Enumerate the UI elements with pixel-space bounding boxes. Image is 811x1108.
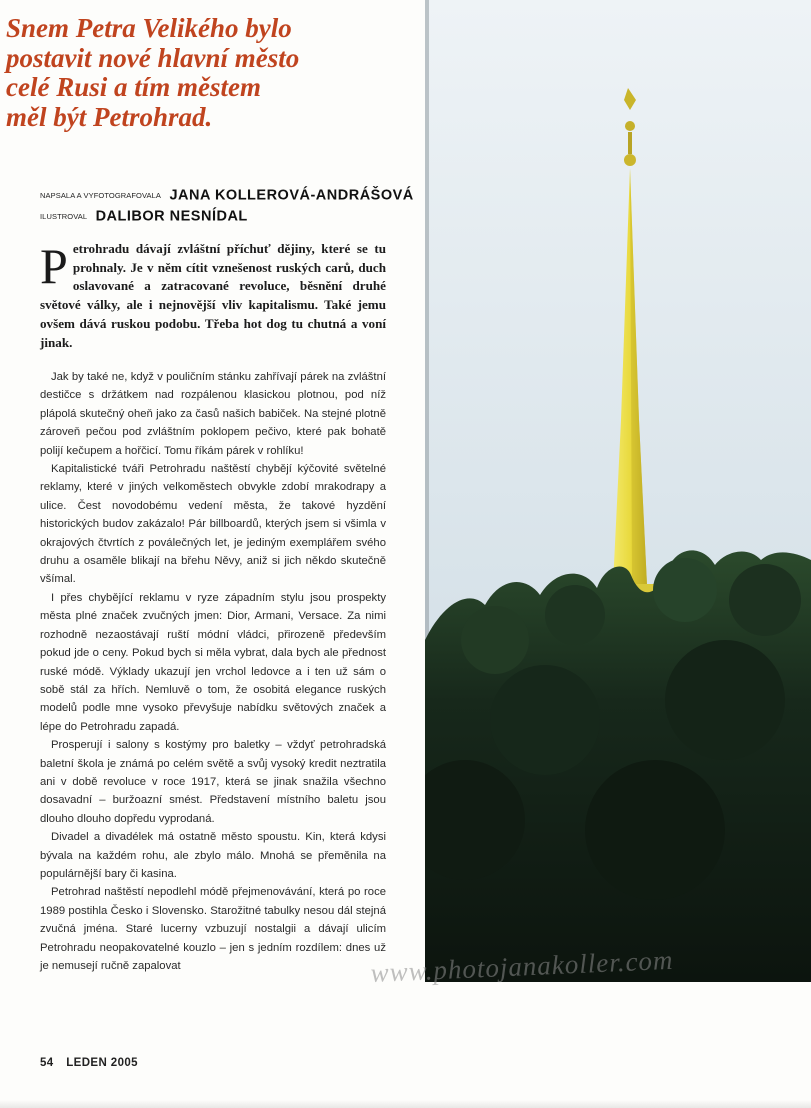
body-paragraph: Kapitalistické tváři Petrohradu naštěstí chybějí kýčovité světelné reklamy, které v jiných velkoměstech obvykle zdobí mrakodrapy a ulice. Čest novodobému vedení města, že takové hyzdění historických budov zakázalo! Pár billboardů, kterých jsem si všimla v okrajových čtvrtích z poválečných let, je jediným exemplářem svého druhu a osaměle blikají na břehu Něvy, aniž si jich někdo skutečně všímal. — [40, 463, 386, 586]
spire-photo — [425, 0, 811, 982]
article-body — [40, 368, 386, 975]
illustrator-credit — [40, 206, 400, 227]
lead-paragraph — [40, 240, 386, 352]
headline-line: postavit nové hlavní město — [6, 42, 300, 73]
lead-text: etrohradu dávají zvláštní příchuť dějiny, které se tu prohnaly. Je v něm cítit vznešenost ruských carů, duch oslavované a zatracované revoluce, běsnění druhé světové války, ale i nejnovější vliv kapitalismu. Také jemu ovšem dává ruskou podobu. Třeba hot dog tu chutná a voní jinak. — [40, 241, 386, 350]
page-bottom-edge — [0, 1100, 811, 1108]
illustrator-name: DALIBOR NESNÍDAL — [95, 208, 248, 225]
byline — [40, 185, 414, 227]
body-paragraph: Jak by také ne, když v pouličním stánku zahřívají párek na zvláštní destičce s držátkem nad rozpálenou klasickou plotnou, pod níž plápolá skutečný oheň jako za časů našich babiček. Na stejné plotně zároveň pečou pod zvláštním poklopem pečivo, které pak bohatě polijí kečupem a hořčicí. Tomu říkám párek v rohlíku! — [40, 371, 386, 457]
headline-line: měl být Petrohrad. — [6, 101, 213, 132]
body-paragraph: Petrohrad naštěstí nepodlehl módě přejmenovávání, která po roce 1989 postihla Česko i Slovensko. Starožitné tabulky nesou dál stejná zvučná jména. Staré lucerny vzbuzují nostalgii a dávají ulicím Petrohradu neopakovatelné kouzlo – jen s jedním rozdílem: dnes už je nemusejí ručně zapalovat — [40, 886, 386, 972]
headline-line: Snem Petra Velikého bylo — [6, 13, 292, 43]
body-paragraph: I přes chybějící reklamu v ryze západním stylu jsou prospekty města plné značek zvučných jmen: Dior, Armani, Versace. Za nimi rozhodně nezaostávají ruští módní vládci, přirozeně především pokud jde o ceny. Pokud bych si měla vybrat, dala bych ale přednost ruské módě. Výklady ukazují jen vrchol ledovce a i ten už sám o sobě stál za hřích. Nemluvě o tom, že osobitá elegance ruských modelů podle mne vysoko převyšuje nabídku světových značek a lépe do Petrohradu zapadá. — [40, 591, 386, 733]
body-paragraph: Divadel a divadélek má ostatně město spoustu. Kin, která kdysi bývala na každém rohu, ale zbylo málo. Mnohá se přeměnila na populárnější bary či kasina. — [40, 831, 386, 880]
page-footer — [40, 1057, 147, 1069]
page-number: 54 — [40, 1057, 54, 1069]
watermark: www.photojanakoller.com — [370, 944, 675, 988]
headline — [6, 14, 416, 132]
author-credit — [40, 185, 414, 206]
tree-canopy — [425, 550, 811, 982]
drop-cap: P — [40, 238, 68, 294]
author-name: JANA KOLLEROVÁ-ANDRÁŠOVÁ — [169, 187, 414, 204]
illustrator-role: ILUSTROVAL — [40, 212, 88, 222]
body-paragraph: Prosperují i salony s kostýmy pro baletky – vždyť petrohradská baletní škola je známá po celém světě a svůj vysoký kredit neztratila ani v době revoluce v roce 1917, která se jinak snažila všechno dosavadní – buržoazní smést. Představení místního baletu jsou dlouho dlouho dopředu vyprodaná. — [40, 739, 386, 825]
author-role: NAPSALA A VYFOTOGRAFOVALA — [40, 191, 162, 201]
headline-line: celé Rusi a tím městem — [6, 72, 261, 102]
issue-label: LEDEN 2005 — [66, 1057, 138, 1069]
